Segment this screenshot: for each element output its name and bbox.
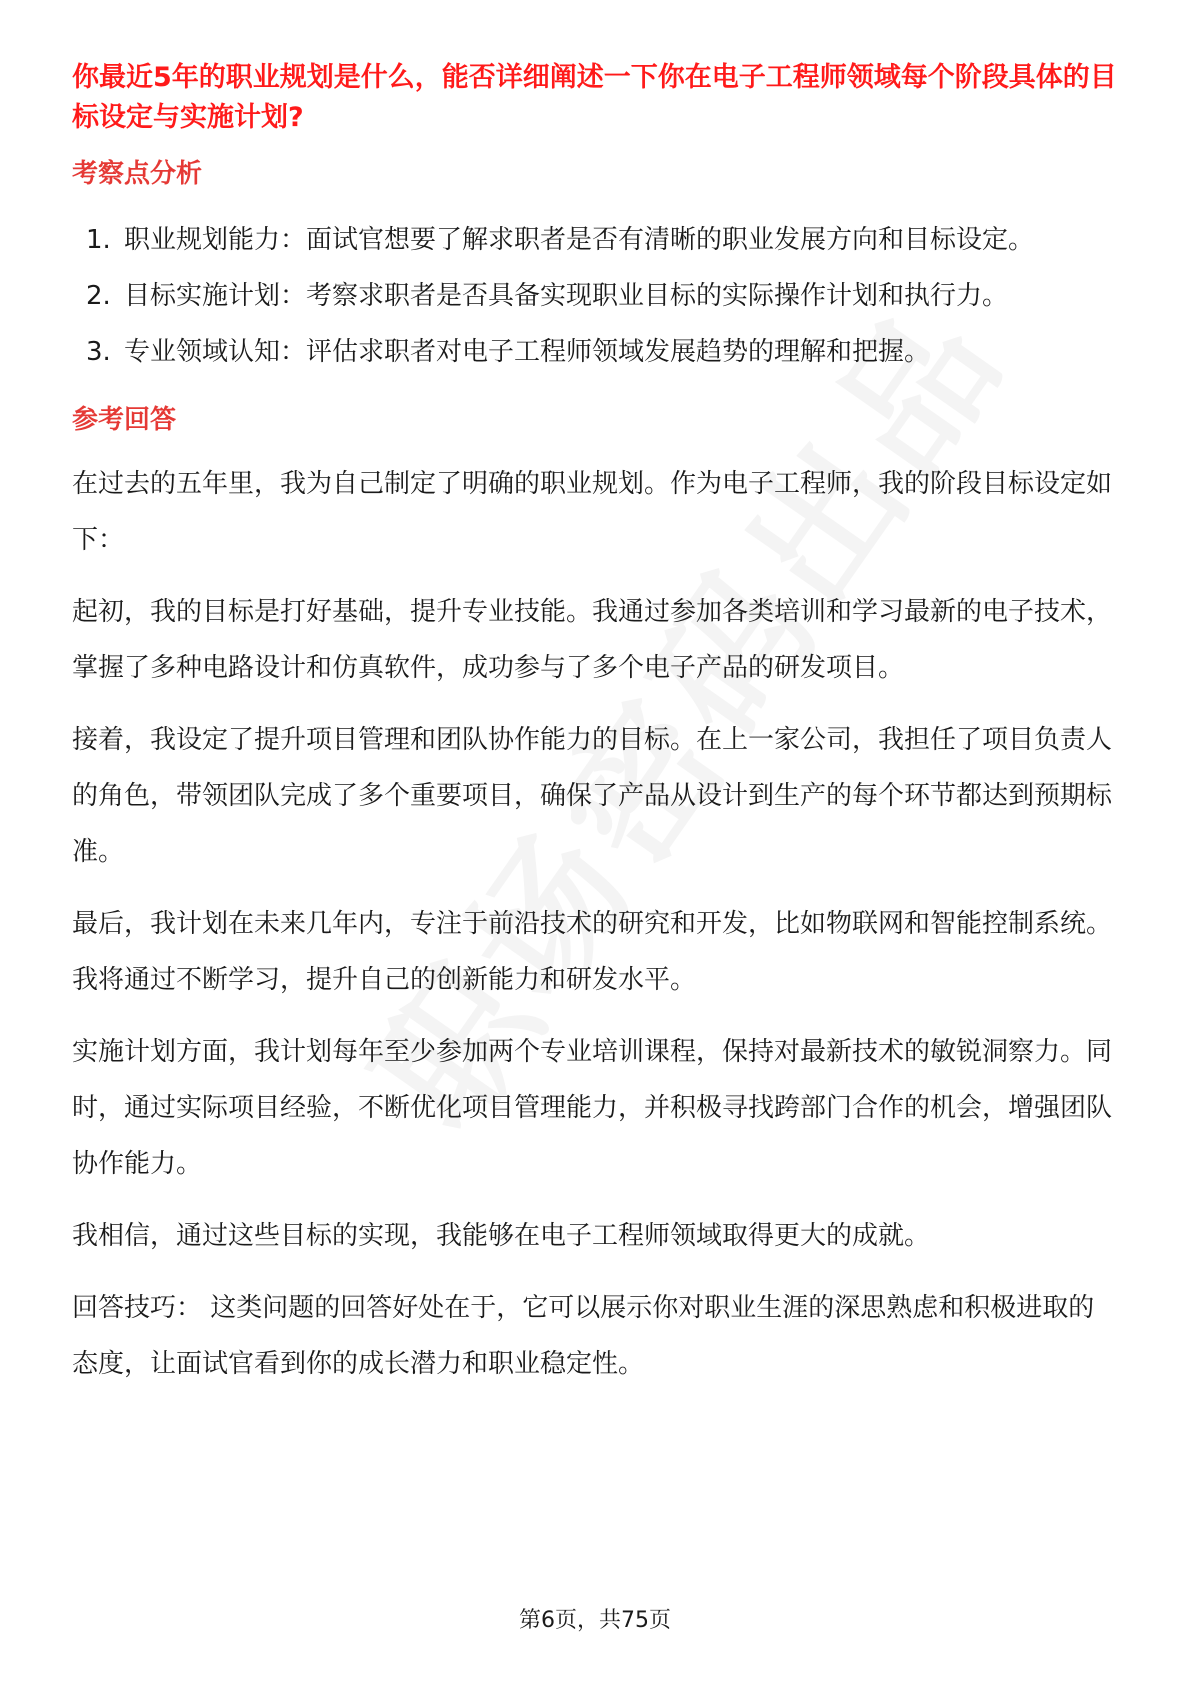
answer-section-title: 参考回答	[72, 405, 177, 435]
page-footer: 第6页，共75页	[519, 1608, 671, 1633]
answer-tips-paragraph: 回答技巧： 这类问题的回答好处在于，它可以展示你对职业生涯的深思熟虑和积极进取的态度，让面试官看到你的成长潜力和职业稳定性。	[72, 1293, 1095, 1379]
analysis-item-text: 职业规划能力：面试官想要了解求职者是否有清晰的职业发展方向和目标设定。	[124, 225, 1035, 255]
analysis-item	[72, 212, 1118, 268]
answer-paragraph: 我相信，通过这些目标的实现，我能够在电子工程师领域取得更大的成就。	[72, 1221, 931, 1251]
analysis-item-number: 1.	[86, 225, 111, 255]
analysis-section-title: 考察点分析	[72, 159, 203, 189]
analysis-item	[72, 324, 1118, 380]
analysis-item-text: 目标实施计划：考察求职者是否具备实现职业目标的实际操作计划和执行力。	[124, 281, 1009, 311]
analysis-item-number: 3.	[86, 337, 111, 367]
answer-paragraph: 在过去的五年里，我为自己制定了明确的职业规划。作为电子工程师，我的阶段目标设定如下：	[72, 469, 1113, 555]
document-page	[72, 58, 1118, 1408]
analysis-item	[72, 268, 1118, 324]
analysis-item-number: 2.	[86, 281, 111, 311]
answer-paragraph: 接着，我设定了提升项目管理和团队协作能力的目标。在上一家公司，我担任了项目负责人的角色，带领团队完成了多个重要项目，确保了产品从设计到生产的每个环节都达到预期标准。	[72, 725, 1113, 867]
answer-paragraph: 实施计划方面，我计划每年至少参加两个专业培训课程，保持对最新技术的敏锐洞察力。同时，通过实际项目经验，不断优化项目管理能力，并积极寻找跨部门合作的机会，增强团队协作能力。	[72, 1037, 1113, 1179]
question-title: 你最近5年的职业规划是什么，能否详细阐述一下你在电子工程师领域每个阶段具体的目标设定与实施计划?	[72, 62, 1117, 133]
analysis-item-text: 专业领域认知：评估求职者对电子工程师领域发展趋势的理解和把握。	[124, 337, 931, 367]
analysis-list	[72, 212, 1118, 380]
answer-paragraph: 起初，我的目标是打好基础，提升专业技能。我通过参加各类培训和学习最新的电子技术，掌握了多种电路设计和仿真软件，成功参与了多个电子产品的研发项目。	[72, 597, 1113, 683]
answer-paragraph: 最后，我计划在未来几年内，专注于前沿技术的研究和开发，比如物联网和智能控制系统。我将通过不断学习，提升自己的创新能力和研发水平。	[72, 909, 1113, 995]
